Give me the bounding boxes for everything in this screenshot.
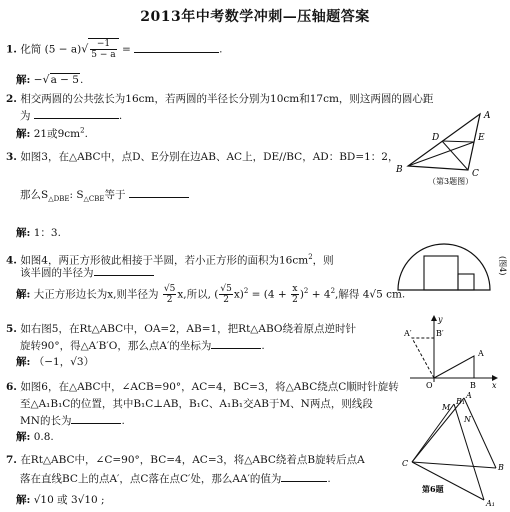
label-D: D: [432, 133, 440, 143]
question-7-line2: 落在直线BC上的点A′，点C落在点C′处，那么AA′的值为 .: [20, 473, 331, 485]
label-B1: B₁: [456, 397, 466, 406]
figure-caption: (图4): [498, 256, 507, 276]
answer-blank[interactable]: [94, 265, 154, 276]
label-B: B: [470, 381, 476, 390]
math-expression: (5 − a): [44, 43, 82, 56]
sqrt-sign: √: [81, 42, 89, 56]
question-4: 4. 如图4，两正方形彼此相接于半圆，若小正方形的面积为$16cm^2$，则: [6, 253, 334, 267]
label-x: x: [492, 381, 497, 390]
answer-1: 解: −√a − 5.: [16, 73, 84, 86]
figure-5-coordinate: [400, 312, 500, 390]
page-title: 2013年中考数学冲刺—压轴题答案: [140, 9, 370, 25]
answer-blank[interactable]: [134, 42, 219, 53]
answer-blank[interactable]: [71, 413, 121, 424]
label-A1: A₁: [486, 499, 495, 508]
question-6-line3: MN的长为 .: [20, 415, 125, 427]
question-2-line2: 为 .: [20, 110, 123, 122]
question-6: 6. 如图6，在△ABC中，∠ACB=90°，AC=4，BC=3，将△ABC绕点C顺时针旋转: [6, 381, 399, 393]
answer-5: 解: （−1，√3）: [16, 356, 95, 368]
answer-blank[interactable]: [281, 471, 327, 482]
label-A: A: [478, 349, 484, 358]
label-A: A: [466, 391, 472, 400]
label-N: N: [464, 415, 471, 424]
figure-6-rotation: [400, 388, 506, 510]
answer-blank[interactable]: [34, 108, 119, 119]
answer-6: 解: 0.8.: [16, 431, 54, 443]
answer-2: 解: 21或$9cm^2$.: [16, 126, 88, 140]
label-M: M: [442, 403, 451, 412]
question-5: 5. 如右图5，在Rt△ABC中，OA=2，AB=1，把Rt△ABO绕着原点逆时针: [6, 323, 356, 335]
question-1: 1. 化简 (5 − a)√ $\frac{-1}{5 - a}$ = .: [6, 39, 223, 60]
question-6-line2: 至△A₁B₁C的位置，其中B₁C⊥AB，B₁C、A₁B₁交AB于M、N两点，则线段: [20, 398, 373, 410]
label-B: B: [498, 463, 504, 472]
figure-caption: （第3题图）: [428, 177, 474, 186]
label-A-prime: A′: [404, 329, 412, 338]
question-3: 3. 如图3，在△ABC中，点D、E分别在边AB、AC上，DE//BC，AD：BD=1：2，: [6, 151, 399, 163]
question-4-line2: 该半圆的半径为: [20, 265, 154, 280]
label-C: C: [402, 459, 409, 468]
question-text: 化简: [20, 43, 42, 56]
label-y: y: [438, 315, 443, 324]
label-B-prime: B′: [436, 329, 444, 338]
question-3-line2: 那么$S_{\triangle DBE}$: $S_{\triangle CBE}$等于: [20, 187, 189, 206]
figure-caption: 第6题: [422, 484, 444, 494]
answer-3: 解: 1：3.: [16, 227, 61, 239]
answer-4: 解: 大正方形边长为x,则半径为 $\frac{√5}{2}$ x,所以, ( $\frac{√5}{2}$ x)$^2$ = (4 + $\frac{x}{2}$ )$^2 + 4^2$,解得 4√5 cm.: [16, 284, 406, 305]
figure-4-semicircle: [394, 232, 508, 298]
answer-7: 解: √10 或 3√10 ;: [16, 494, 105, 506]
label-A: A: [484, 111, 491, 121]
label-E: E: [478, 133, 485, 143]
label-C: C: [472, 169, 479, 179]
question-number: 1.: [6, 43, 17, 56]
answer-blank[interactable]: [129, 187, 189, 198]
answer-blank[interactable]: [211, 338, 261, 349]
question-5-line2: 旋转90°，得△A′B′O，那么点A′的坐标为 .: [20, 340, 265, 352]
question-7: 7. 在Rt△ABC中，∠C=90°，BC=4，AC=3，将△ABC绕着点B旋转后点A: [6, 454, 365, 466]
question-2: 2. 相交两圆的公共弦长为16cm，若两圆的半径长分别为10cm和17cm，则这两圆的圆心距: [6, 93, 434, 105]
figure-3-triangle: [392, 108, 500, 188]
label-O: O: [426, 381, 433, 390]
label-B: B: [396, 165, 403, 175]
